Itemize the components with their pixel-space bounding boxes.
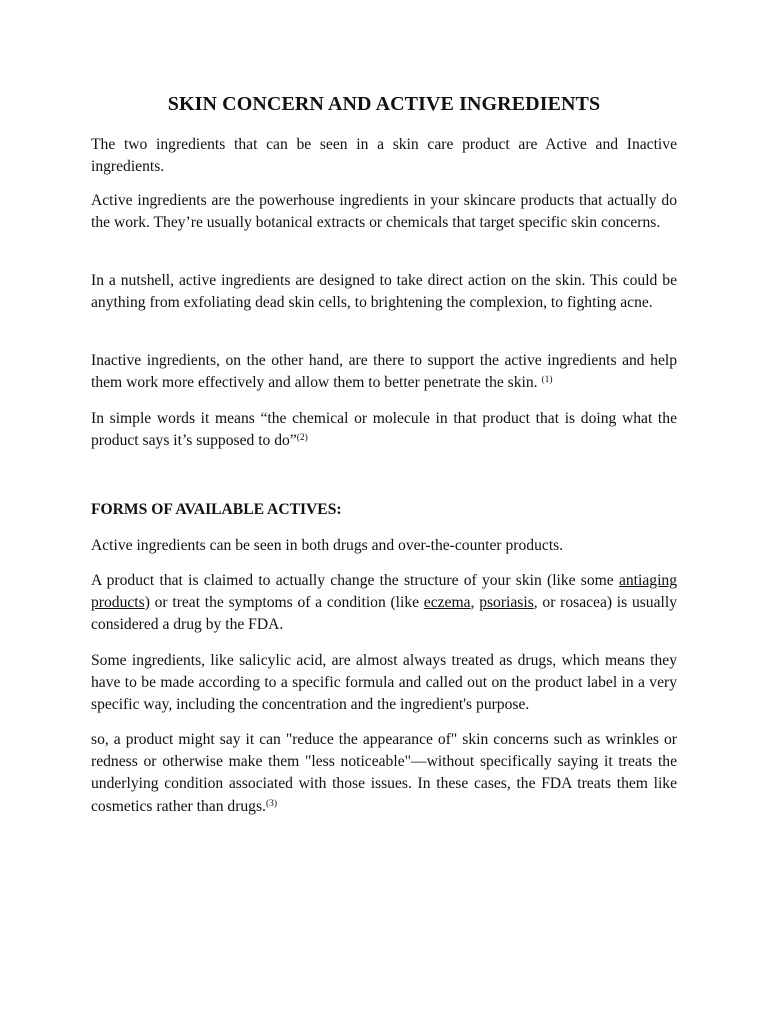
forms-paragraph-3: Some ingredients, like salicylic acid, are almost always treated as drugs, which means they have to be made according to a specific formula and called out on the product label in a very specific way, including the concentration and the ingredient's purpose.	[91, 652, 677, 714]
intro-paragraph-1: The two ingredients that can be seen in a skin care product are Active and Inactive ingredients.	[91, 136, 677, 176]
footnote-ref-1: (1)	[541, 375, 553, 386]
intro-paragraph-3: In a nutshell, active ingredients are designed to take direct action on the skin. This could be anything from exfoliating dead skin cells, to brightening the complexion, to fighting acne.	[91, 272, 677, 312]
forms-paragraph-1: Active ingredients can be seen in both drugs and over-the-counter products.	[91, 537, 564, 554]
forms-paragraph-2-part-2: ) or treat the symptoms of a condition (like	[144, 594, 424, 612]
intro-paragraph-2: Active ingredients are the powerhouse ingredients in your skincare products that actually do the work. They’re usually botanical extracts or chemicals that target specific skin concerns.	[91, 192, 677, 232]
forms-paragraph-4	[91, 729, 677, 818]
forms-paragraph-2	[91, 570, 677, 637]
psoriasis-link[interactable]: psoriasis	[479, 594, 534, 612]
document-title: SKIN CONCERN AND ACTIVE INGREDIENTS	[167, 93, 601, 115]
intro-paragraph-5-text: In simple words it means “the chemical or molecule in that product that is doing what the product says it’s supposed to do”	[91, 410, 677, 450]
intro-paragraph-4-text: Inactive ingredients, on the other hand, are there to support the active ingredients and help them work more effectively and allow them to better penetrate the skin.	[91, 352, 677, 392]
forms-paragraph-2-part-1: A product that is claimed to actually change the structure of your skin (like some	[91, 572, 619, 589]
forms-paragraph-4-text: so, a product might say it can "reduce the appearance of" skin concerns such as wrinkles or redness or otherwise make them "less noticeable"—without specifically saying it treats the underlying condition associated with those issues. In these cases, the FDA treats them like cosmetics rather than drugs.	[91, 731, 677, 815]
forms-paragraph-2-part-3: ,	[470, 594, 480, 612]
footnote-ref-3: (3)	[265, 798, 278, 809]
footnote-ref-2: (2)	[296, 433, 308, 444]
eczema-link[interactable]: eczema	[423, 594, 471, 612]
intro-paragraph-4	[91, 350, 677, 394]
forms-paragraph-2-part-4: , or rosacea) is usually considered a drug by the FDA.	[91, 594, 677, 634]
section-heading-forms: FORMS OF AVAILABLE ACTIVES:	[91, 501, 342, 518]
intro-paragraph-5	[91, 408, 677, 452]
antiaging-products-link[interactable]: antiaging products	[91, 572, 677, 612]
